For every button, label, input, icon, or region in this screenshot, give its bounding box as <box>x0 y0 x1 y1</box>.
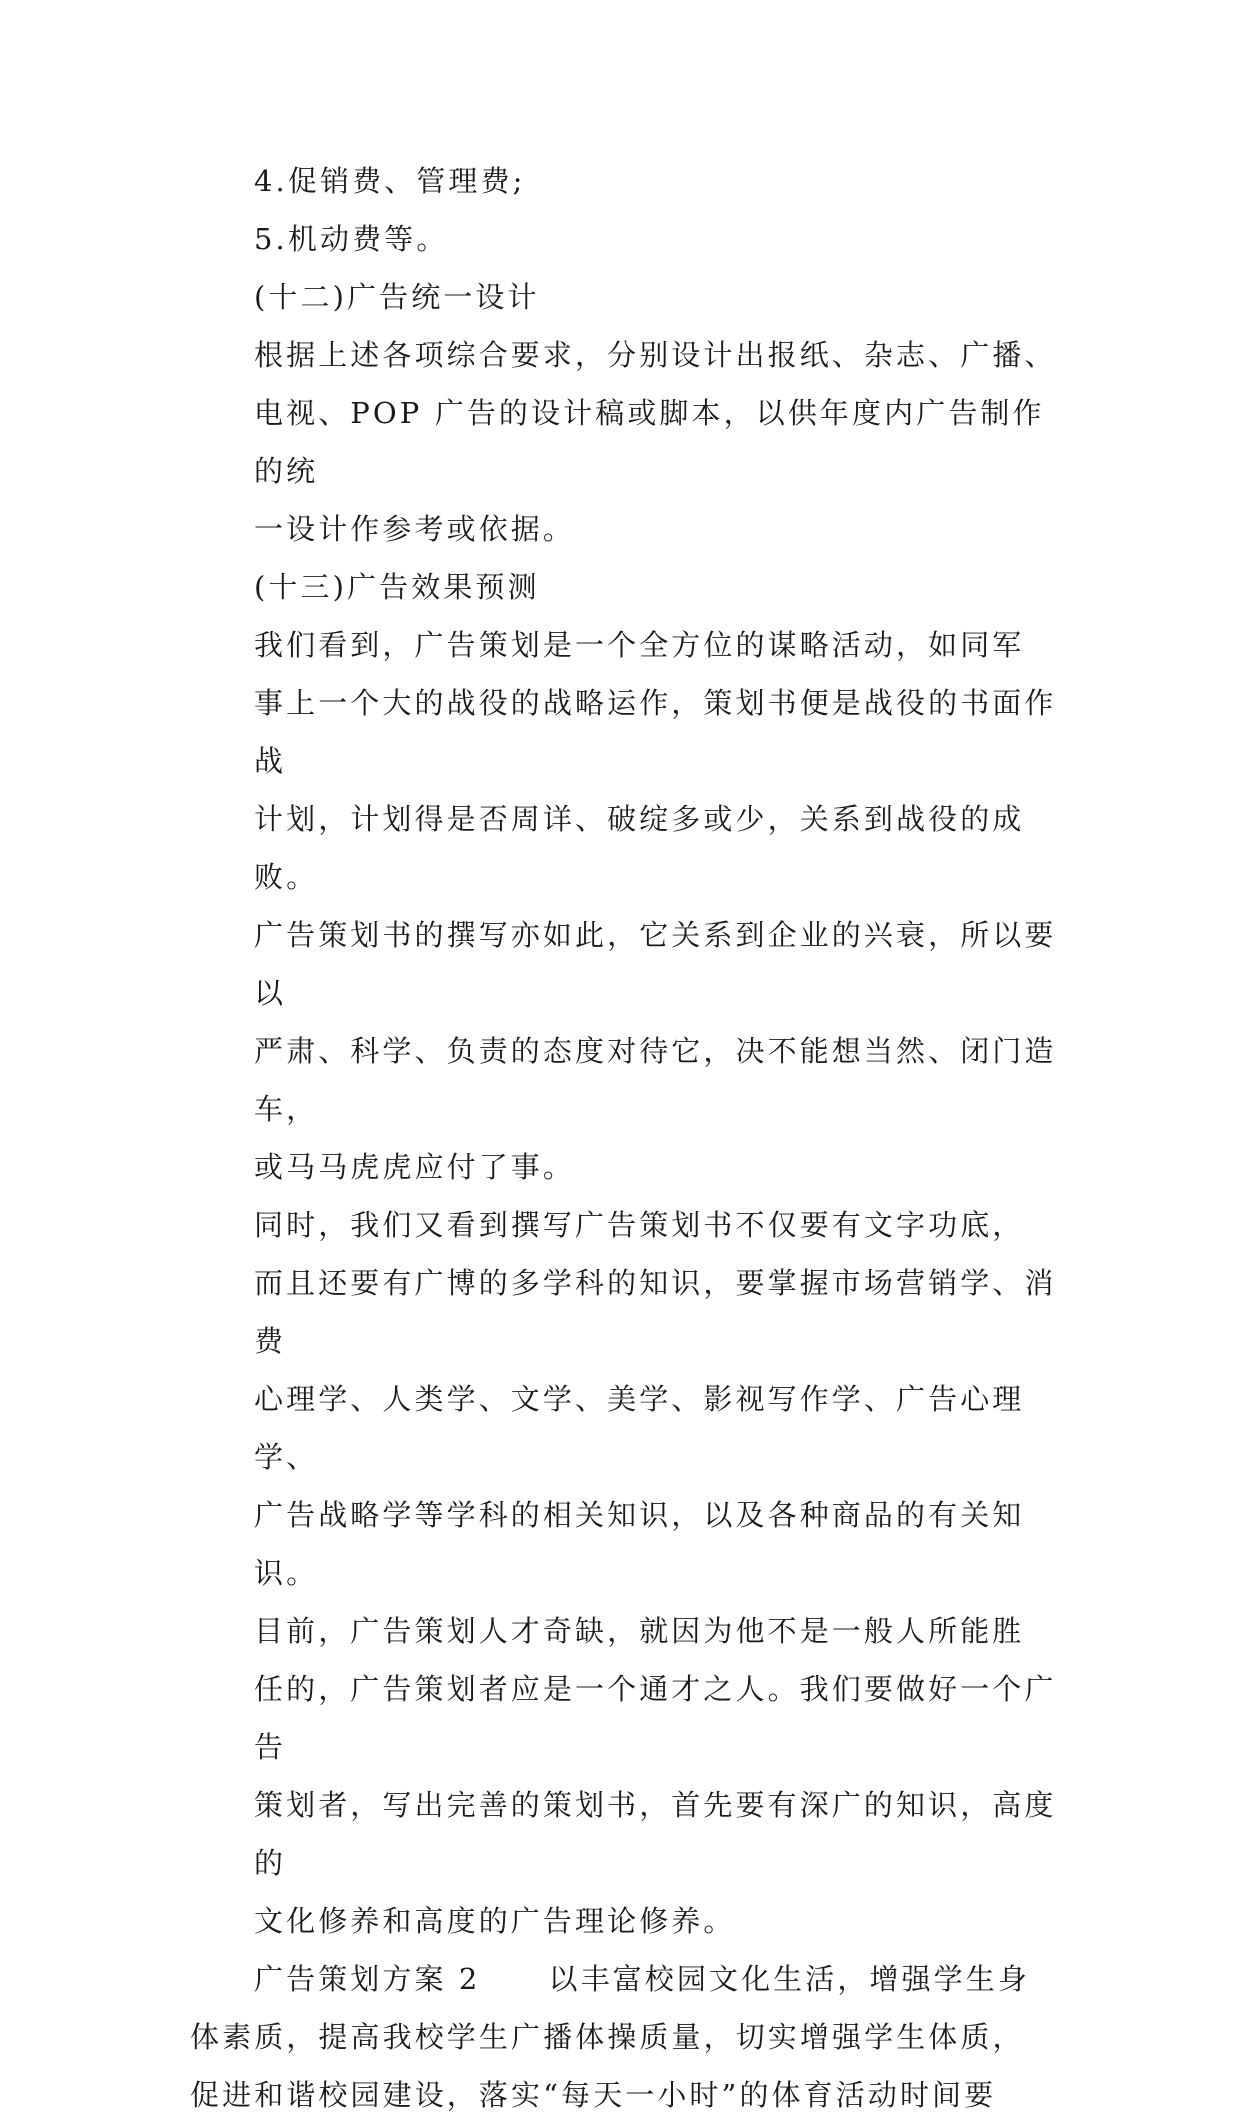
paragraph-talent-shortage: 目前，广告策划人才奇缺，就因为他不是一般人所能胜 任的，广告策划者应是一个通才之人。我们要做好一个广告 策划者，写出完善的策划书，首先要有深广的知识，高度的 文化修养和高度的广告理论修养。 <box>254 1614 1057 1938</box>
paragraph-strategy-importance: 我们看到，广告策划是一个全方位的谋略活动，如同军 事上一个大的战役的战略运作，策划书便是战役的书面作战 计划，计划得是否周详、破绽多或少，关系到战役的成败。 广告策划书的撰写亦如此，它关系到企业的兴衰，所以要以 严肃、科学、负责的态度对待它，决不能想当然、闭门造车， 或马马虎虎应付了事。 <box>254 628 1057 1184</box>
plan-2-intro-start: 以丰富校园文化生活，增强学生身 <box>548 1962 1030 1996</box>
section-heading-effect-forecast: (十三)广告效果预测 <box>254 570 540 604</box>
paragraph-unified-design: 根据上述各项综合要求，分别设计出报纸、杂志、广播、 电视、POP 广告的设计稿或脚本，以供年度内广告制作的统 一设计作参考或依据。 <box>254 338 1057 546</box>
plan-2-first-line <box>190 1950 1070 2008</box>
list-item-promotion-fee: 4.促销费、管理费; <box>254 164 526 198</box>
plan-2-title: 广告策划方案 2 <box>254 1962 481 1996</box>
section-heading-unified-design: (十二)广告统一设计 <box>254 280 540 314</box>
list-item-contingency-fee: 5.机动费等。 <box>254 222 449 256</box>
paragraph-knowledge-requirements: 同时，我们又看到撰写广告策划书不仅要有文字功底， 而且还要有广博的多学科的知识，要掌握市场营销学、消费 心理学、人类学、文学、美学、影视写作学、广告心理学、 广告战略学等学科的相关知识，以及各种商品的有关知识。 <box>254 1208 1057 1590</box>
plan-2-block <box>190 1950 1070 2124</box>
document-page <box>190 152 1070 2124</box>
plan-2-intro-continued: 体素质，提高我校学生广播体操质量，切实增强学生体质， 促进和谐校园建设，落实“每天一小时”的体育活动时间要 <box>190 2020 1025 2112</box>
